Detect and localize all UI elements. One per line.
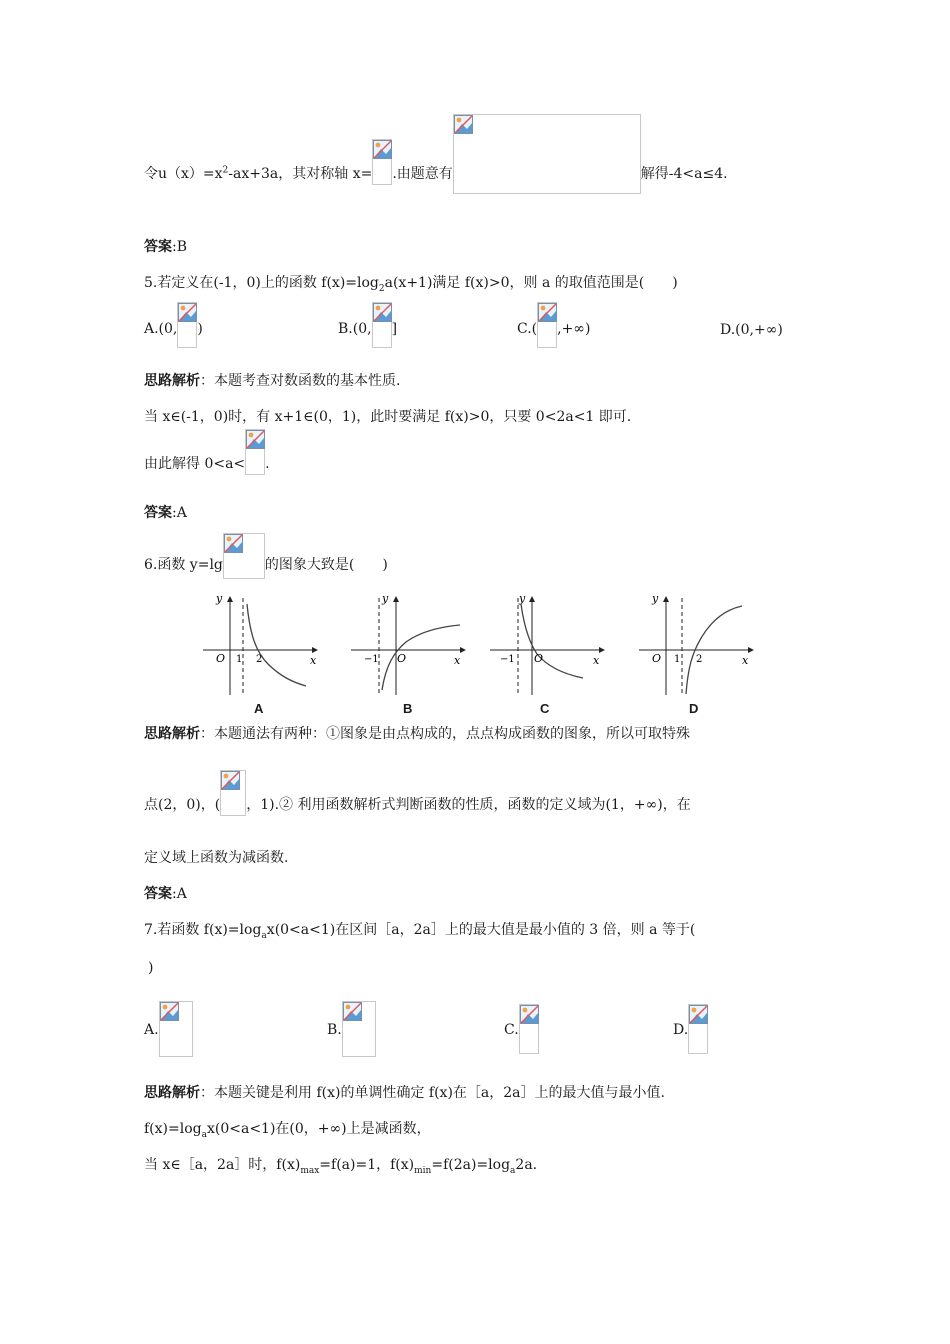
solution-7-line3: 当 x∈［a，2a］时，$f(x)_{max}=f(a)=1$，$f(x)_{min}=f(2a)=\log_a2a$. bbox=[144, 1157, 538, 1176]
formula-image bbox=[372, 302, 392, 348]
formula-image bbox=[220, 770, 246, 816]
origin-label: O bbox=[534, 652, 544, 665]
broken-image-icon bbox=[160, 1002, 179, 1021]
solution-5-line3: 由此解得 0<a< . bbox=[144, 453, 270, 475]
y-axis-label: y bbox=[519, 592, 526, 605]
svg-text:1: 1 bbox=[236, 654, 243, 665]
answer-5: 答案:A bbox=[144, 505, 187, 521]
broken-image-icon bbox=[689, 1005, 708, 1024]
broken-image-icon bbox=[454, 115, 473, 134]
question-7-cont: ) bbox=[148, 960, 154, 976]
formula-image bbox=[688, 1004, 708, 1054]
formula-image bbox=[519, 1004, 539, 1054]
graph-label-d: D bbox=[689, 701, 699, 716]
svg-text:−1: −1 bbox=[500, 654, 515, 665]
broken-image-icon bbox=[221, 771, 240, 790]
formula-image bbox=[159, 1001, 193, 1057]
graph-label-c: C bbox=[540, 701, 550, 716]
y-axis-label: y bbox=[216, 592, 223, 605]
q7-option-d: D. bbox=[673, 1006, 708, 1054]
question-7: 7.若函数 $f(x)=\log_ax(0<a<1)$在区间［a，2a］上的最大值是最小值的 3 倍，则 a 等于( bbox=[144, 922, 696, 941]
q5-option-c: C.( ,+∞) bbox=[517, 310, 590, 348]
formula-image bbox=[177, 302, 197, 348]
formula-image bbox=[223, 533, 265, 579]
solution-7-title: 思路解析：本题关键是利用 f(x)的单调性确定 f(x)在［a，2a］上的最大值与最小值. bbox=[144, 1085, 665, 1101]
svg-text:1: 1 bbox=[674, 654, 681, 665]
formula-image bbox=[342, 1001, 376, 1057]
broken-image-icon bbox=[343, 1002, 362, 1021]
broken-image-icon bbox=[538, 303, 557, 322]
y-axis-label: y bbox=[382, 592, 389, 605]
broken-image-icon bbox=[246, 430, 265, 449]
formula-image bbox=[372, 139, 392, 185]
q5-option-b: B.(0, ] bbox=[338, 310, 397, 348]
broken-image-icon bbox=[178, 303, 197, 322]
q7-option-c: C. bbox=[504, 1006, 539, 1054]
origin-label: O bbox=[397, 652, 407, 665]
solution-6-line3: 定义域上函数为减函数. bbox=[144, 850, 289, 866]
q5-option-a: A.(0, ) bbox=[144, 310, 203, 348]
x-axis-label: x bbox=[310, 654, 317, 667]
formula-image bbox=[453, 114, 641, 194]
y-axis-label: y bbox=[652, 592, 659, 605]
solution-line-symmetry: 令$u(x)=x^2-ax+3a$，其对称轴 x= .由题意有 解得-4<a≤4. bbox=[144, 154, 728, 194]
question-5: 5.若定义在(-1，0)上的函数 $f(x)=\log_2a(x+1)$满足 f(x)>0，则 a 的取值范围是( ) bbox=[144, 275, 678, 294]
solution-5-title: 思路解析：本题考查对数函数的基本性质. bbox=[144, 373, 401, 389]
q7-option-b: B. bbox=[327, 1003, 376, 1057]
x-axis-label: x bbox=[742, 654, 749, 667]
q5-option-d: D.(0,+∞) bbox=[720, 322, 783, 338]
broken-image-icon bbox=[373, 140, 392, 159]
formula-image bbox=[537, 302, 557, 348]
solution-6-line2: 点(2，0)，( ，1).② 利用函数解析式判断函数的性质，函数的定义域为(1，+∞)，在 bbox=[144, 794, 691, 816]
origin-label: O bbox=[216, 652, 226, 665]
x-axis-label: x bbox=[454, 654, 461, 667]
question-6: 6.函数 y=lg 的图象大致是( ) bbox=[144, 551, 388, 579]
broken-image-icon bbox=[373, 303, 392, 322]
formula-image bbox=[245, 429, 265, 475]
svg-text:2: 2 bbox=[256, 654, 263, 665]
origin-label: O bbox=[652, 652, 662, 665]
solution-5-line2: 当 x∈(-1，0)时，有 x+1∈(0，1)，此时要满足 f(x)>0，只要 0<2a<1 即可. bbox=[144, 409, 632, 425]
solution-7-line2: $f(x)=\log_ax(0<a<1)$在(0，+∞)上是减函数， bbox=[144, 1121, 431, 1140]
broken-image-icon bbox=[224, 534, 243, 553]
solution-6-title: 思路解析：本题通法有两种：①图象是由点构成的，点点构成函数的图象，所以可取特殊 bbox=[144, 726, 690, 742]
answer-4: 答案:B bbox=[144, 239, 188, 255]
graph-label-a: A bbox=[254, 701, 264, 716]
x-axis-label: x bbox=[593, 654, 600, 667]
q7-option-a: A. bbox=[144, 1003, 193, 1057]
answer-6: 答案:A bbox=[144, 886, 187, 902]
graph-label-b: B bbox=[403, 701, 413, 716]
svg-text:−1: −1 bbox=[364, 654, 379, 665]
broken-image-icon bbox=[520, 1005, 539, 1024]
svg-text:2: 2 bbox=[696, 654, 703, 665]
